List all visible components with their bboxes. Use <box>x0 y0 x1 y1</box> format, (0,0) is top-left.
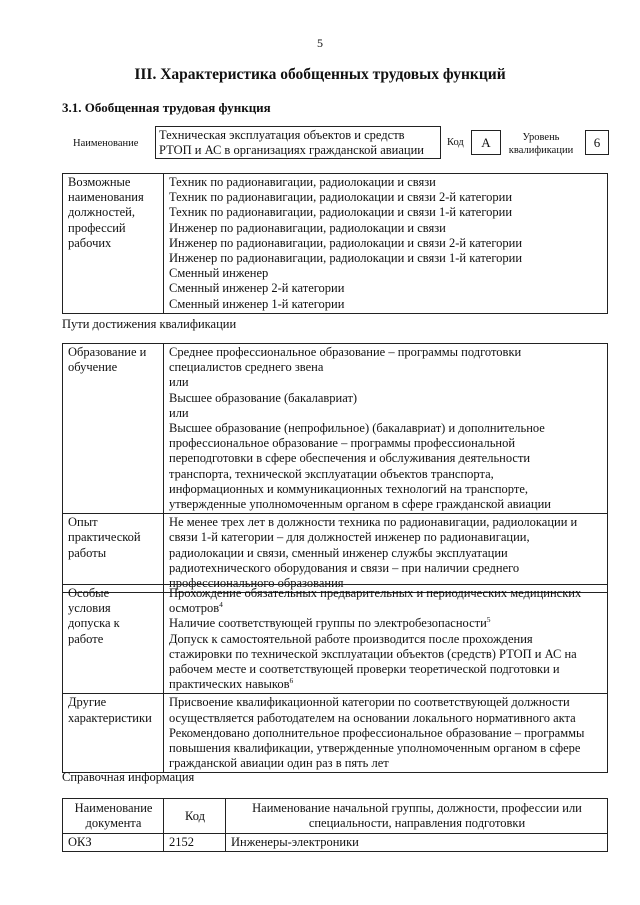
other-characteristics-content-cell <box>164 694 608 773</box>
reference-header-line: Наименование начальной группы, должности, профессии или <box>252 801 582 815</box>
experience-line: профессионального образования <box>169 576 344 591</box>
other-characteristics-label-line: характеристики <box>68 710 152 725</box>
positions-table <box>62 173 608 314</box>
reference-header-document <box>63 799 164 834</box>
level-label-line: квалификации <box>508 145 574 156</box>
reference-cell-document: ОКЗ <box>63 834 164 852</box>
qualification-paths-table <box>62 343 608 593</box>
education-label-cell <box>63 344 164 514</box>
footnote-ref-4: 4 <box>219 600 223 610</box>
position-item: Сменный инженер 2-й категории <box>169 281 345 296</box>
education-line: или <box>169 405 189 420</box>
reference-header-code: Код <box>164 799 226 834</box>
other-characteristic-line: Присвоение квалификационной категории по соответствующей должности <box>169 695 570 710</box>
function-name-line: РТОП и АС в организациях гражданской авиации <box>159 143 424 158</box>
education-line: информационных и коммуникационных технологий на транспорте, <box>169 481 529 496</box>
special-conditions-content-cell <box>164 585 608 694</box>
code-value-box: А <box>471 130 501 155</box>
special-condition-line <box>169 677 603 692</box>
education-line: переподготовки в сфере обеспечения и обслуживания деятельности <box>169 451 531 466</box>
position-item: Сменный инженер <box>169 266 269 281</box>
footnote-ref-5: 5 <box>486 615 491 625</box>
positions-label-line: профессий <box>68 220 126 235</box>
other-characteristics-label-cell <box>63 694 164 773</box>
reference-cell-name: Инженеры-электроники <box>226 834 608 852</box>
experience-label-line: Опыт <box>68 515 98 530</box>
education-content-cell <box>164 344 608 514</box>
positions-label-line: рабочих <box>68 235 112 250</box>
reference-title: Справочная информация <box>62 770 195 784</box>
education-label-line: Образование и <box>68 345 147 359</box>
qualification-level-box: 6 <box>585 130 609 155</box>
experience-line: связи 1-й категории – для должностей инженер по радионавигации, <box>169 530 530 545</box>
level-label-line: Уровень <box>522 132 560 143</box>
position-item: Техник по радионавигации, радиолокации и связи 1-й категории <box>169 205 513 220</box>
education-line: транспорта, технической эксплуатации объектов транспорта, <box>169 466 494 481</box>
experience-line: радиолокации и связи, сменный инженер службы эксплуатации <box>169 545 508 560</box>
special-conditions-label-cell <box>63 585 164 694</box>
experience-content-cell <box>164 514 608 593</box>
reference-header-name <box>226 799 608 834</box>
other-characteristic-line: гражданской авиации один раз в пять лет <box>169 756 389 771</box>
experience-line: Не менее трех лет в должности техника по радионавигации, радиолокации и <box>169 515 578 530</box>
special-condition-line: рабочем месте и соответствующей проверки теоретической подготовки и <box>169 662 560 677</box>
conditions-table <box>62 584 608 773</box>
education-line: Среднее профессиональное образование – программы подготовки <box>169 345 522 359</box>
position-item: Инженер по радионавигации, радиолокации и связи 2-й категории <box>169 235 523 250</box>
medical-exam-text: осмотров <box>169 601 220 616</box>
function-subtitle: 3.1. Обобщенная трудовая функция <box>62 100 271 115</box>
reference-table <box>62 798 608 852</box>
position-item: Инженер по радионавигации, радиолокации и связи 1-й категории <box>169 251 523 266</box>
special-condition-line <box>169 616 603 631</box>
education-line: Высшее образование (непрофильное) (бакалавриат) и дополнительное <box>169 421 545 436</box>
positions-label-line: наименования <box>68 190 144 205</box>
section-title: III. Характеристика обобщенных трудовых функций <box>134 66 506 83</box>
other-characteristics-label-line: Другие <box>68 695 107 710</box>
positions-list-cell <box>164 174 608 314</box>
position-item: Техник по радионавигации, радиолокации и связи 2-й категории <box>169 190 513 205</box>
positions-label-line: должностей, <box>68 205 135 220</box>
practical-skills-text: практических навыков <box>169 677 290 692</box>
education-label-line: обучение <box>68 360 118 375</box>
reference-cell-code: 2152 <box>164 834 226 852</box>
special-condition-line: Прохождение обязательных предварительных и периодических медицинских <box>169 586 582 600</box>
page-number: 5 <box>317 36 323 50</box>
special-conditions-label-line: допуска к <box>68 616 120 631</box>
position-item: Инженер по радионавигации, радиолокации и связи <box>169 220 446 235</box>
name-label: Наименование <box>73 138 139 149</box>
position-item: Сменный инженер 1-й категории <box>169 296 345 311</box>
reference-header-line: документа <box>85 816 142 830</box>
positions-label-line: Возможные <box>68 175 131 189</box>
code-label: Код <box>447 137 464 148</box>
education-line: Высшее образование (бакалавриат) <box>169 390 358 405</box>
special-conditions-label-line: работе <box>68 631 104 646</box>
reference-header-line: Наименование <box>74 801 153 815</box>
education-line: профессиональное образование – программы профессиональной <box>169 436 516 451</box>
special-conditions-label-line: Особые <box>68 586 110 600</box>
position-item: Техник по радионавигации, радиолокации и связи <box>169 175 436 189</box>
special-conditions-label-line: условия <box>68 601 111 616</box>
function-name-line: Техническая эксплуатация объектов и средств <box>159 128 405 142</box>
experience-label-cell <box>63 514 164 593</box>
education-line: или <box>169 375 189 390</box>
other-characteristic-line: Рекомендовано дополнительное профессиональное образование – программы <box>169 725 585 740</box>
reference-header-line: специальности, направления подготовки <box>308 816 526 830</box>
qualification-paths-title: Пути достижения квалификации <box>62 317 237 331</box>
qualification-level-label <box>507 131 575 157</box>
experience-label-line: работы <box>68 545 107 560</box>
other-characteristic-line: осуществляется работодателем на основании локального нормативного акта <box>169 710 576 725</box>
footnote-ref-6: 6 <box>289 676 294 686</box>
other-characteristic-line: повышения квалификации, утвержденные уполномоченным органом в сфере <box>169 741 581 756</box>
positions-label-cell <box>63 174 164 314</box>
function-name-box <box>155 126 441 159</box>
electrical-safety-text: Наличие соответствующей группы по электробезопасности <box>169 616 487 631</box>
special-condition-line <box>169 601 603 616</box>
education-line: утвержденные уполномоченным органом в сфере гражданской авиации <box>169 497 551 512</box>
experience-label-line: практической <box>68 530 141 545</box>
special-condition-line: Допуск к самостоятельной работе производится после прохождения <box>169 631 533 646</box>
education-line: специалистов среднего звена <box>169 360 324 375</box>
special-condition-line: стажировки по технической эксплуатации объектов (средств) РТОП и АС на <box>169 646 577 661</box>
experience-line: радиотехнического оборудования и связи – при наличии среднего <box>169 560 520 575</box>
